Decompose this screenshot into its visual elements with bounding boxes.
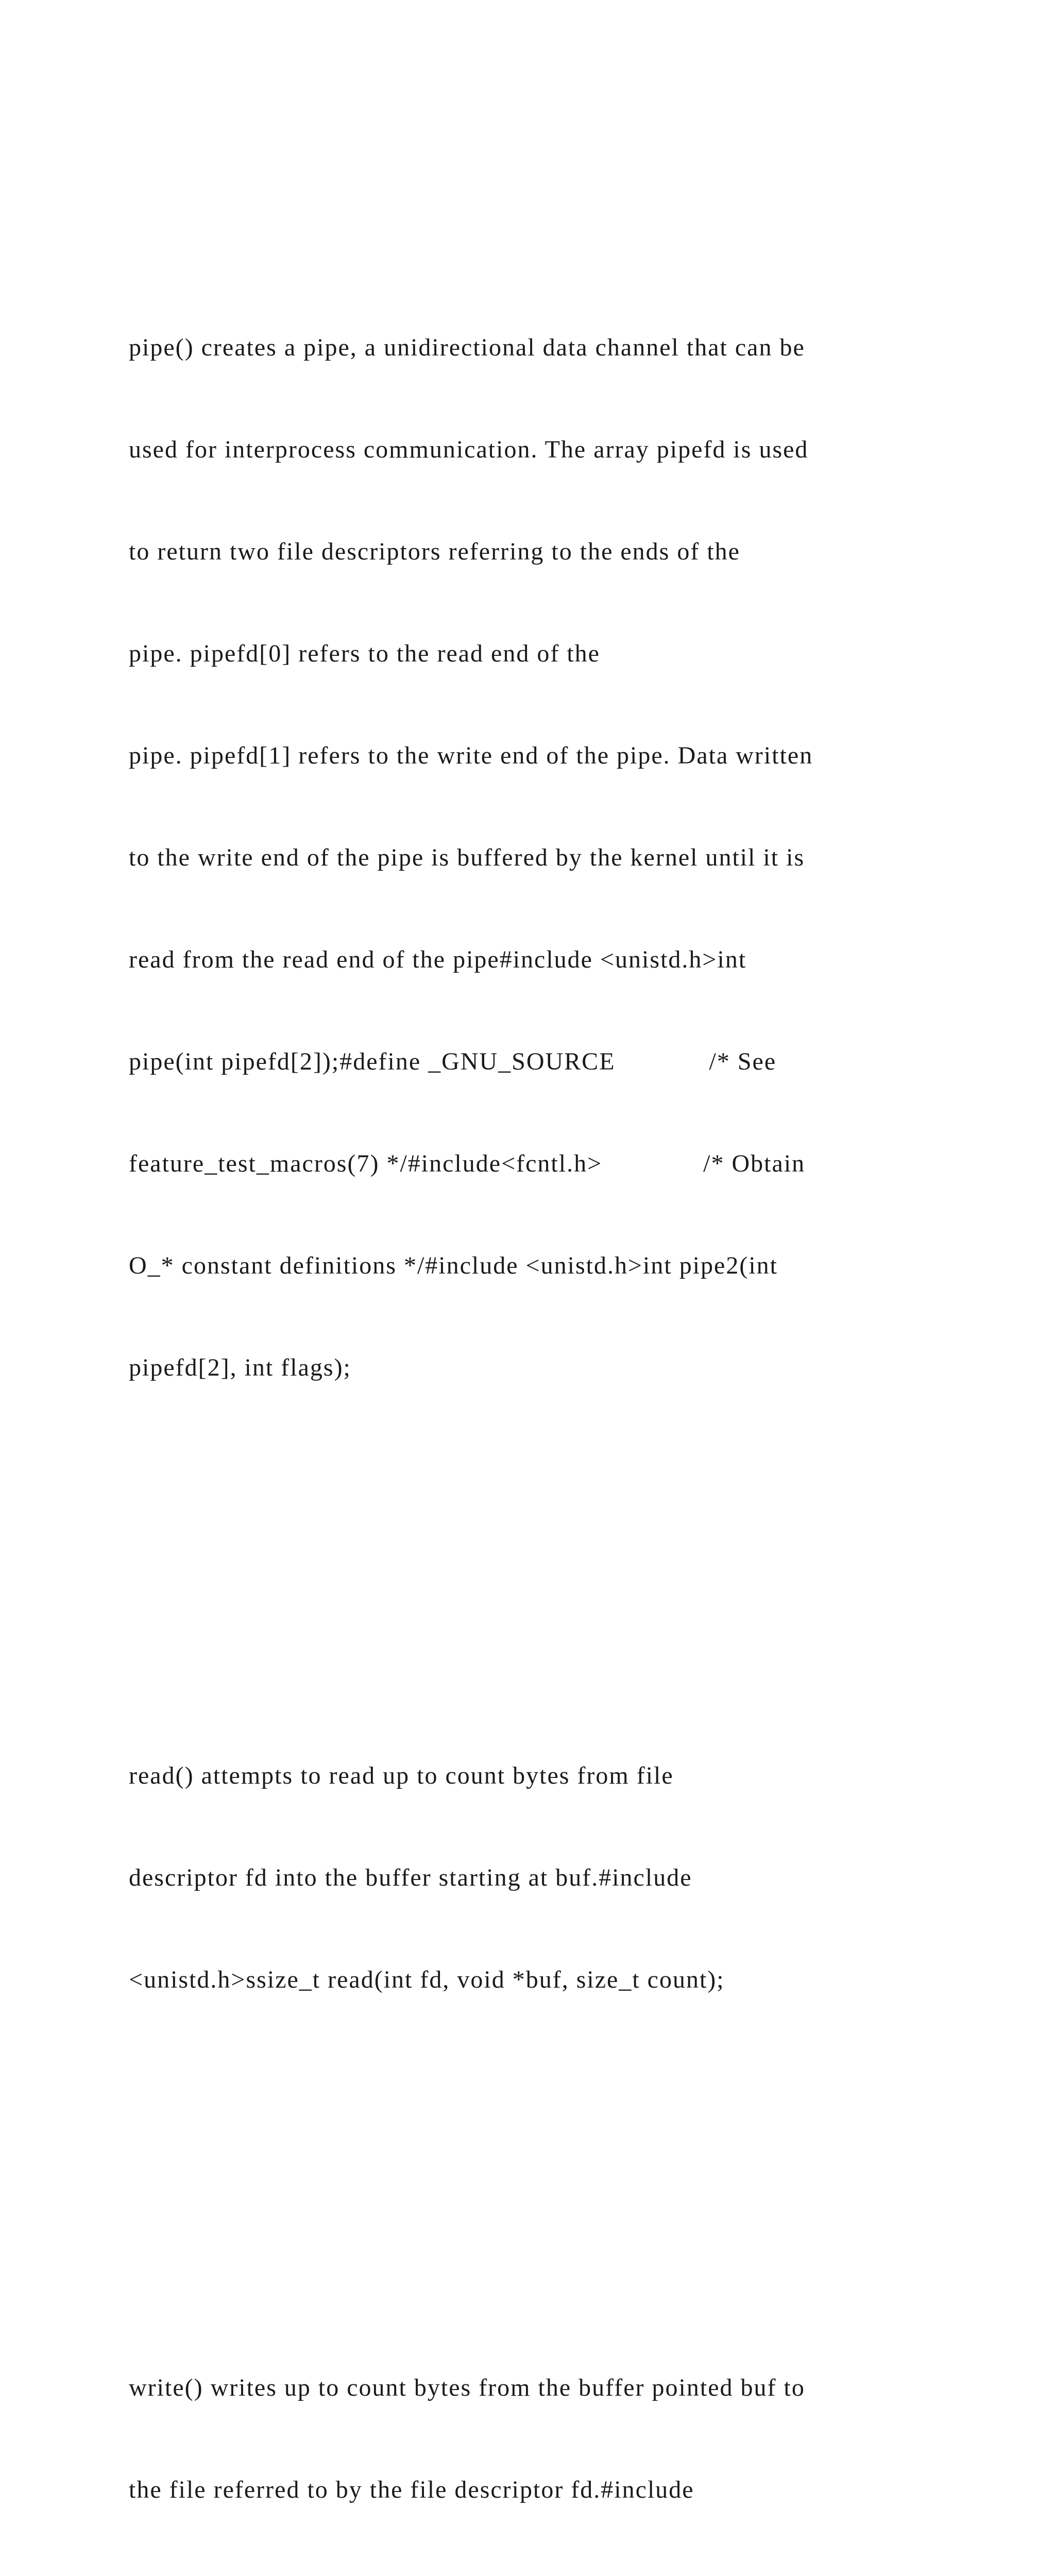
- text-line: read() attempts to read up to count bytes from file: [129, 1762, 674, 1789]
- write-description: [129, 2303, 932, 2576]
- document-body: [129, 161, 932, 2576]
- text-line: pipe. pipefd[1] refers to the write end of the pipe. Data written: [129, 742, 813, 769]
- text-line: the file referred to by the file descriptor fd.#include: [129, 2476, 694, 2503]
- text-line: read from the read end of the pipe#include <unistd.h>int: [129, 946, 747, 973]
- text-line: to return two file descriptors referring to the ends of the: [129, 538, 740, 565]
- text-line: pipe(int pipefd[2]);#define _GNU_SOURCE /* See: [129, 1048, 777, 1075]
- text-line: [129, 2575, 932, 2576]
- read-description: [129, 1691, 932, 2065]
- text-line: O_* constant definitions */#include <unistd.h>int pipe2(int: [129, 1252, 778, 1279]
- paragraph-gap: [129, 1555, 932, 1589]
- text-line: <unistd.h>ssize_t read(int fd, void *buf, size_t count);: [129, 1966, 725, 1993]
- paragraph-gap: [129, 2167, 932, 2201]
- text-line: to the write end of the pipe is buffered by the kernel until it is: [129, 844, 805, 871]
- text-line: write() writes up to count bytes from the buffer pointed buf to: [129, 2374, 805, 2401]
- text-line: descriptor fd into the buffer starting at buf.#include: [129, 1864, 692, 1891]
- pipe-description: [129, 263, 932, 1453]
- text-line: pipefd[2], int flags);: [129, 1354, 351, 1381]
- text-line: used for interprocess communication. The array pipefd is used: [129, 436, 809, 463]
- text-line: pipe() creates a pipe, a unidirectional data channel that can be: [129, 334, 805, 361]
- text-line: pipe. pipefd[0] refers to the read end of the: [129, 640, 600, 667]
- text-line: feature_test_macros(7) */#include<fcntl.h> /* Obtain: [129, 1150, 806, 1177]
